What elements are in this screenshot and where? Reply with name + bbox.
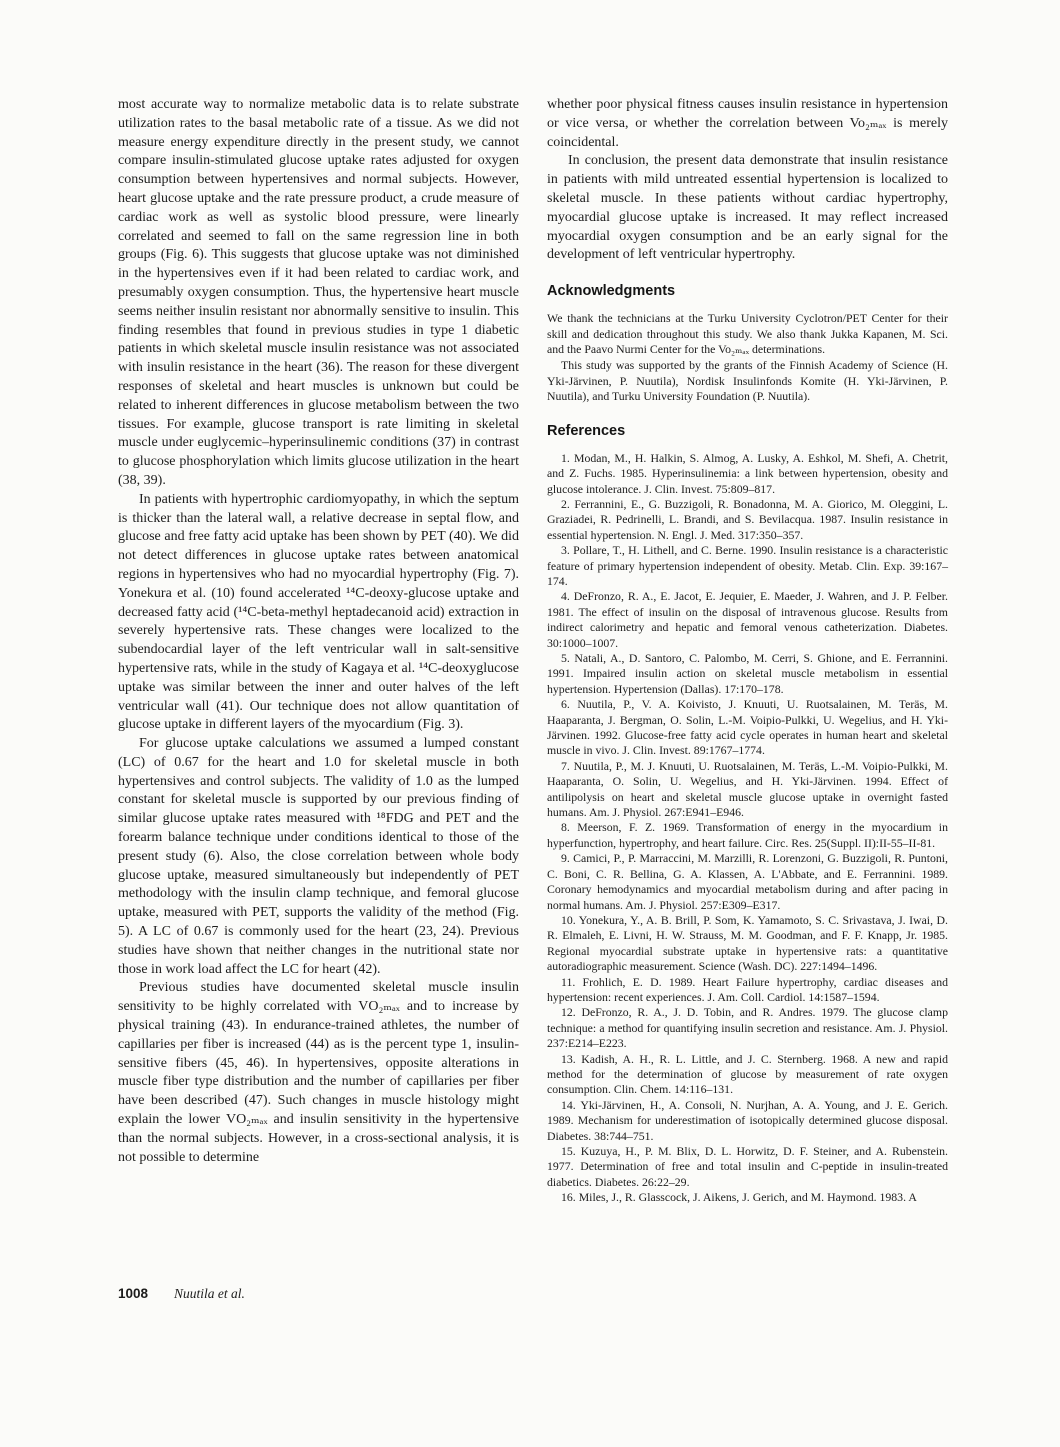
reference-item: 2. Ferrannini, E., G. Buzzigoli, R. Bonadonna, M. A. Giorico, M. Oleggini, L. Graziadei, R. Pedrinelli, L. Brandi, and S. Bevilacqua. 1987. Insulin resistance in essential hypertension. N. Engl. J. Med. 317:350–357. (547, 496, 948, 542)
reference-item: 3. Pollare, T., H. Lithell, and C. Berne. 1990. Insulin resistance is a characteristic feature of primary hypertension independent of obesity. Metab. Clin. Exp. 39:167–174. (547, 543, 948, 588)
reference-item: 15. Kuzuya, H., P. M. Blix, D. L. Horwitz, D. F. Steiner, and A. Rubenstein. 1977. Determination of free and total insulin and C-peptide in insulin-treated diabetics. Diabetes. 26:22–29. (547, 1144, 948, 1189)
reference-item: 13. Kadish, A. H., R. L. Little, and J. C. Sternberg. 1968. A new and rapid method for the determination of glucose by measurement of rate oxygen consumption. Clin. Chem. 14:116–131. (547, 1051, 948, 1097)
reference-item: 4. DeFronzo, R. A., E. Jacot, E. Jequier, E. Maeder, J. Wahren, and J. P. Felber. 1981. The effect of insulin on the disposal of intravenous glucose. Results from indirect calorimetry and hepatic and femoral venous catheterization. Diabetes. 30:1000–1007. (547, 589, 948, 650)
page-footer (118, 1286, 245, 1302)
running-authors: Nuutila et al. (174, 1286, 245, 1301)
reference-item: 9. Camici, P., P. Marraccini, M. Marzilli, R. Lorenzoni, G. Buzzigoli, R. Puntoni, C. Boni, C. R. Bellina, G. A. Klassen, A. L'Abbate, and E. Ferrannini. 1989. Coronary hemodynamics and myocardial metabolism during and after pacing in normal humans. Am. J. Physiol. 257:E309–E317. (547, 851, 948, 912)
reference-item: 12. DeFronzo, R. A., J. D. Tobin, and R. Andres. 1979. The glucose clamp technique: a method for quantifying insulin secretion and resistance. Am. J. Physiol. 237:E214–E223. (547, 1005, 948, 1051)
body-paragraph: whether poor physical fitness causes insulin resistance in hypertension or vice versa, or whether the correlation between Vo₂ₘₐₓ is merely coincidental. (547, 97, 948, 150)
page-number: 1008 (118, 1286, 149, 1301)
reference-item: 14. Yki-Järvinen, H., A. Consoli, N. Nurjhan, A. A. Young, and J. E. Gerich. 1989. Mechanism for underestimation of isotopically determined glucose disposal. Diabetes. 38:744–751. (547, 1097, 948, 1143)
body-paragraph: In patients with hypertrophic cardiomyopathy, in which the septum is thicker than the lateral wall, a relative decrease in septal flow, and glucose and free fatty acid uptake has been shown by PET (40). We did not detect differences in glucose uptake rates between anatomical regions in hypertensives who had no myocardial hypertrophy (Fig. 7). Yonekura et al. (10) found accelerated ¹⁴C-deoxy-glucose uptake and decreased fatty acid (¹⁴C-beta-methyl heptadecanoid acid) extraction in severely hypertensive rats. These changes were localized to the subendocardial layer of the left ventricular wall in salt-sensitive hypertensive rats, while in the study of Kagaya et al. ¹⁴C-deoxyglucose uptake was similar between the inner and outer halves of the left ventricular wall (41). Our technique does not allow quantitation of glucose uptake in different layers of the myocardium (Fig. 3). (118, 491, 519, 733)
two-column-content (118, 96, 948, 1206)
references-heading: References (547, 422, 626, 439)
body-paragraph: In conclusion, the present data demonstrate that insulin resistance in patients with mild untreated essential hypertension is localized to skeletal muscle. In these patients without cardiac hypertrophy, myocardial glucose uptake is increased. It may reflect increased myocardial oxygen consumption and be an early signal for the development of left ventricular hypertrophy. (547, 153, 948, 263)
right-column (547, 96, 948, 1206)
body-paragraph: Previous studies have documented skeletal muscle insulin sensitivity to be highly correlated with VO₂ₘₐₓ and to increase by physical training (43). In endurance-trained athletes, the number of capillaries per fiber is increased (44) as is the percent type 1, insulin-sensitive fibers (45, 46). In hypertensives, opposite alterations in muscle fiber type distribution and the number of capillaries per fiber have been described (47). Such changes in muscle histology might explain the lower VO₂ₘₐₓ and insulin sensitivity in the hypertensive than the normal subjects. However, in a cross-sectional analysis, it is not possible to determine (118, 980, 519, 1165)
reference-item: 10. Yonekura, Y., A. B. Brill, P. Som, K. Yamamoto, S. C. Srivastava, J. Iwai, D. R. Elmaleh, E. Livni, H. W. Strauss, M. M. Goodman, and F. F. Knapp, Jr. 1985. Regional myocardial substrate uptake in hypertensive rats: a quantitative autoradiographic measurement. Science (Wash. DC). 227:1494–1496. (547, 912, 948, 974)
reference-item: 8. Meerson, F. Z. 1969. Transformation of energy in the myocardium in hyperfunction, hypertrophy, and heart failure. Circ. Res. 25(Suppl. II):II-55–II-81. (547, 820, 948, 850)
reference-item: 16. Miles, J., R. Glasscock, J. Aikens, J. Gerich, and M. Haymond. 1983. A (561, 1190, 917, 1205)
reference-item: 1. Modan, M., H. Halkin, S. Almog, A. Lusky, A. Eshkol, M. Shefi, A. Chetrit, and Z. Fuchs. 1985. Hyperinsulinemia: a link between hypertension, obesity and glucose intolerance. J. Clin. Invest. 75:809–817. (547, 450, 948, 496)
reference-item: 7. Nuutila, P., M. J. Knuuti, U. Ruotsalainen, M. Teräs, L.-M. Voipio-Pulkki, M. Haaparanta, O. Solin, U. Wegelius, and H. Yki-Järvinen. 1994. Effect of antilipolysis on heart and skeletal muscle glucose uptake in overnight fasted humans. Am. J. Physiol. 267:E941–E946. (547, 758, 948, 820)
acknowledgments-heading: Acknowledgments (547, 283, 676, 300)
reference-list (547, 451, 948, 1206)
acknowledgments-paragraph: We thank the technicians at the Turku University Cyclotron/PET Center for their skill and dedication throughout this study. We also thank Jukka Kapanen, M. Sci. and the Paavo Nurmi Center for the Vo₂ₘₐₓ determinations. (547, 311, 948, 357)
left-column (118, 96, 519, 1206)
body-paragraph: For glucose uptake calculations we assumed a lumped constant (LC) of 0.67 for the heart and 1.0 for skeletal muscle in both hypertensives and control subjects. The validity of 1.0 as the lumped constant for skeletal muscle is supported by our previous finding of similar glucose uptake rates measured with ¹⁸FDG and PET and the forearm balance technique under conditions identical to those of the present study (6). Also, the close correlation between whole body glucose uptake, measured simultaneously but independently of PET methodology with the insulin clamp technique, and femoral glucose uptake, measured with PET, supports the validity of the method (Fig. 5). A LC of 0.67 is commonly used for the heart (23, 24). Previous studies have shown that neither changes in the nutritional state nor those in work load affect the LC for heart (42). (118, 736, 519, 977)
body-paragraph: most accurate way to normalize metabolic data is to relate substrate utilization rates to the basal metabolic rate of a tissue. As we did not measure energy expenditure directly in the present study, we cannot compare insulin-stimulated glucose uptake rates adjusted for oxygen consumption between hypertensives and normal subjects. However, heart glucose uptake and the rate pressure product, a crude measure of cardiac work as well as systolic blood pressure, were linearly correlated and seemed to fall on the same regression line in both groups (Fig. 6). This suggests that glucose uptake was not diminished in the hypertensives even if it had been related to cardiac work, and presumably oxygen consumption. Thus, the hypertensive heart muscle seems neither insulin resistant nor abnormally sensitive to insulin. This finding resembles that found in previous studies in type 1 diabetic patients in which skeletal muscle insulin resistance was not associated with insulin resistance in the heart (36). The reason for these divergent responses of skeletal and heart muscles is unknown but could be related to inherent differences in glucose metabolism between the two tissues. For example, glucose transport is rate limiting in skeletal muscle under euglycemic–hyperinsulinemic conditions (37) in contrast to glucose phosphorylation which limits glucose utilization in the heart (38, 39). (118, 97, 519, 488)
reference-item: 6. Nuutila, P., V. A. Koivisto, J. Knuuti, U. Ruotsalainen, M. Teräs, M. Haaparanta, J. Bergman, O. Solin, L.-M. Voipio-Pulkki, U. Wegelius, and H. Yki-Järvinen. 1992. Glucose-free fatty acid cycle operates in human heart and skeletal muscle in vivo. J. Clin. Invest. 89:1767–1774. (547, 697, 948, 758)
reference-item: 11. Frohlich, E. D. 1989. Heart Failure hypertrophy, cardiac diseases and hypertension: recent experiences. J. Am. Coll. Cardiol. 14:1587–1594. (547, 974, 948, 1004)
reference-item: 5. Natali, A., D. Santoro, C. Palombo, M. Cerri, S. Ghione, and E. Ferrannini. 1991. Impaired insulin action on skeletal muscle metabolism in essential hypertension. Hypertension (Dallas). 17:170–178. (547, 651, 948, 696)
acknowledgments-paragraph: This study was supported by the grants of the Finnish Academy of Science (H. Yki-Järvinen, P. Nuutila), Nordisk Insulinfonds Komite (H. Yki-Järvinen, P. Nuutila), and Turku University Foundation (P. Nuutila). (547, 357, 948, 404)
